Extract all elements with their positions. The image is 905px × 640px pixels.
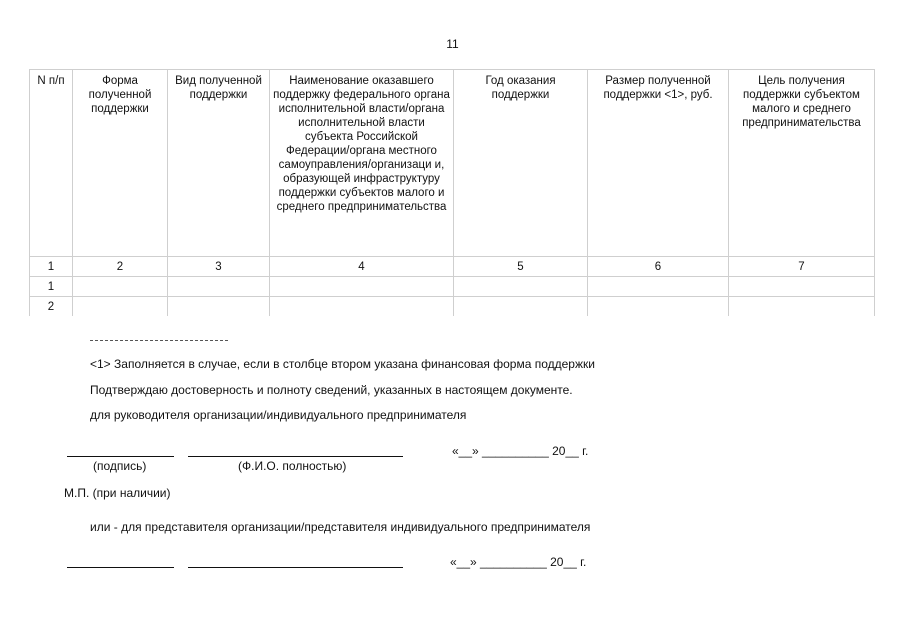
full-name-label: (Ф.И.О. полностью) (238, 459, 347, 473)
page-number: 11 (446, 37, 459, 51)
header-support-year: Год оказания поддержки (454, 70, 588, 257)
confirmation-text: Подтверждаю достоверность и полноту сведений, указанных в настоящем документе. (90, 383, 573, 397)
representative-date-field: «__» __________ 20__ г. (450, 555, 587, 569)
table-cell (73, 277, 168, 297)
table-cell (588, 297, 729, 317)
table-row (30, 297, 875, 317)
representative-signature-line (67, 567, 174, 568)
date-field: «__» __________ 20__ г. (452, 444, 589, 458)
table-cell: 2 (30, 297, 73, 317)
header-support-form: Форма полученной поддержки (73, 70, 168, 257)
head-signatory-text: для руководителя организации/индивидуального предпринимателя (90, 408, 467, 422)
stamp-text: М.П. (при наличии) (64, 486, 171, 500)
full-name-line (188, 456, 403, 457)
table-cell (729, 277, 875, 297)
representative-signatory-text: или - для представителя организации/представителя индивидуального предпринимателя (90, 520, 591, 534)
column-number-cell: 7 (729, 257, 875, 277)
signature-line (67, 456, 174, 457)
table-cell (168, 297, 270, 317)
representative-name-line (188, 567, 403, 568)
footnote-separator (90, 340, 228, 341)
table-cell (270, 297, 454, 317)
column-number-cell: 4 (270, 257, 454, 277)
header-support-purpose: Цель получения поддержки субъектом малого и среднего предпринимательства (729, 70, 875, 257)
table-cell (73, 297, 168, 317)
header-support-provider: Наименование оказавшего поддержку федерального органа исполнительной власти/органа исполнительной власти субъекта Российской Федерации/органа местного самоуправления/организаци и, образующей инфраструктуру поддержки субъектов малого и среднего предпринимательства (270, 70, 454, 257)
table-row (30, 277, 875, 297)
table-cell (168, 277, 270, 297)
support-table (29, 69, 875, 316)
table-cell (454, 277, 588, 297)
table-cell (588, 277, 729, 297)
column-number-row (30, 257, 875, 277)
footnote-text: <1> Заполняется в случае, если в столбце втором указана финансовая форма поддержки (90, 357, 595, 371)
header-support-amount: Размер полученной поддержки <1>, руб. (588, 70, 729, 257)
table-cell (454, 297, 588, 317)
column-number-cell: 6 (588, 257, 729, 277)
table-header-row (30, 70, 875, 257)
header-support-type: Вид полученной поддержки (168, 70, 270, 257)
column-number-cell: 5 (454, 257, 588, 277)
column-number-cell: 2 (73, 257, 168, 277)
column-number-cell: 1 (30, 257, 73, 277)
signature-label: (подпись) (93, 459, 147, 473)
header-number: N п/п (30, 70, 73, 257)
table-cell (729, 297, 875, 317)
column-number-cell: 3 (168, 257, 270, 277)
table-cell: 1 (30, 277, 73, 297)
table-cell (270, 277, 454, 297)
